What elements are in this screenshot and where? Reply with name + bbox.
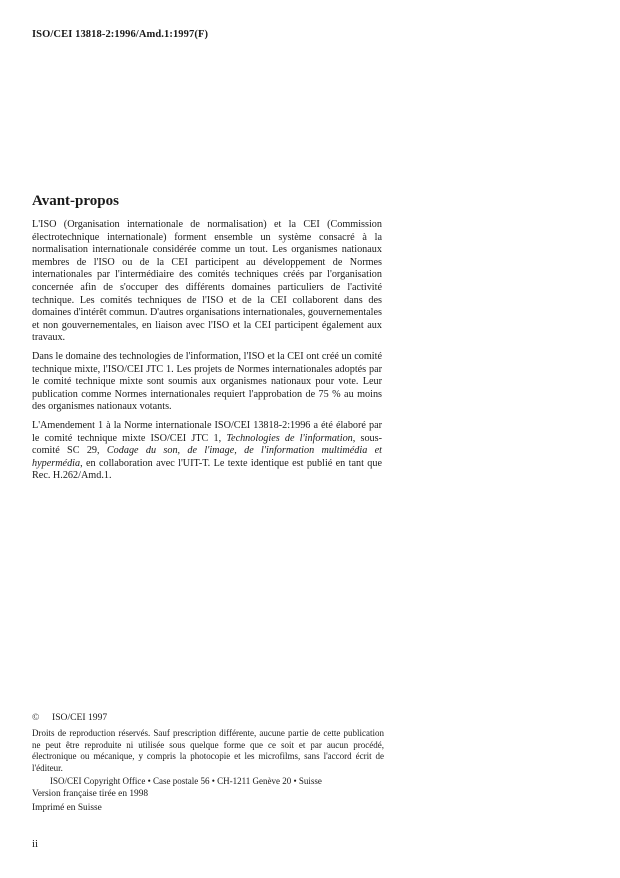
paragraph-3-text-a: L'Amendement 1 à la Norme internationale ISO/CEI 13818-2:1996 a été élaboré par le comité technique mixte ISO/CEI JTC 1,	[32, 419, 382, 444]
copyright-holder: ISO/CEI 1997	[52, 712, 108, 723]
foreword-paragraph-1: L'ISO (Organisation internationale de normalisation) et la CEI (Commission électrotechnique internationale) forment ensemble un système consacré à la normalisation internationale considérée comme un tout. Les organismes nationaux membres de l'ISO ou de la CEI participent au développement de Normes internationales par l'intermédiaire des comités techniques créés par l'organisation concernée afin de s'occuper des différents domaines particuliers de l'activité technique. Les comités techniques de l'ISO et de la CEI collaborent dans des domaines d'intérêt commun. D'autres organisations internationales, gouvernementales et non gouvernementales, en liaison avec l'ISO et la CEI participent également aux travaux.	[32, 219, 382, 344]
paragraph-3-text-b: , sous-comité SC 29,	[32, 432, 383, 457]
copyright-office-address: ISO/CEI Copyright Office • Case postale 56 • CH-1211 Genève 20 • Suisse	[50, 776, 322, 787]
copyright-block	[32, 712, 384, 816]
printed-in: Imprimé en Suisse	[32, 802, 102, 813]
committee-title: Technologies de l'information	[226, 432, 353, 444]
section-title-foreword: Avant-propos	[32, 193, 119, 209]
rights-notice: Droits de reproduction réservés. Sauf prescription différente, aucune partie de cette publication ne peut être reproduite ni utilisée sous quelque forme que ce soit et par aucun procédé, électronique ou mécanique, y compris la photocopie et les microfilms, sans l'accord écrit de l'éditeur.	[32, 728, 384, 773]
paragraph-3-text-c: , en collaboration avec l'UIT-T. Le texte identique est publié en tant que Rec. H.262/Amd.1.	[32, 457, 382, 482]
subcommittee-title: Codage du son, de l'image, de l'information multimédia et hypermédia	[32, 445, 382, 469]
copyright-icon: ©	[32, 712, 40, 723]
copyright-line	[32, 712, 384, 723]
foreword-body	[32, 219, 382, 489]
foreword-paragraph-2: Dans le domaine des technologies de l'information, l'ISO et la CEI ont créé un comité technique mixte, l'ISO/CEI JTC 1. Les projets de Normes internationales adoptés par le comité technique mixte sont soumis aux organismes nationaux pour vote. Leur publication comme Normes internationales requiert l'approbation de 75 % au moins des organismes nationaux votants.	[32, 350, 382, 413]
foreword-paragraph-3	[32, 420, 382, 483]
document-reference: ISO/CEI 13818-2:1996/Amd.1:1997(F)	[32, 29, 209, 40]
edition-version: Version française tirée en 1998	[32, 789, 149, 800]
page-number: ii	[32, 838, 39, 850]
